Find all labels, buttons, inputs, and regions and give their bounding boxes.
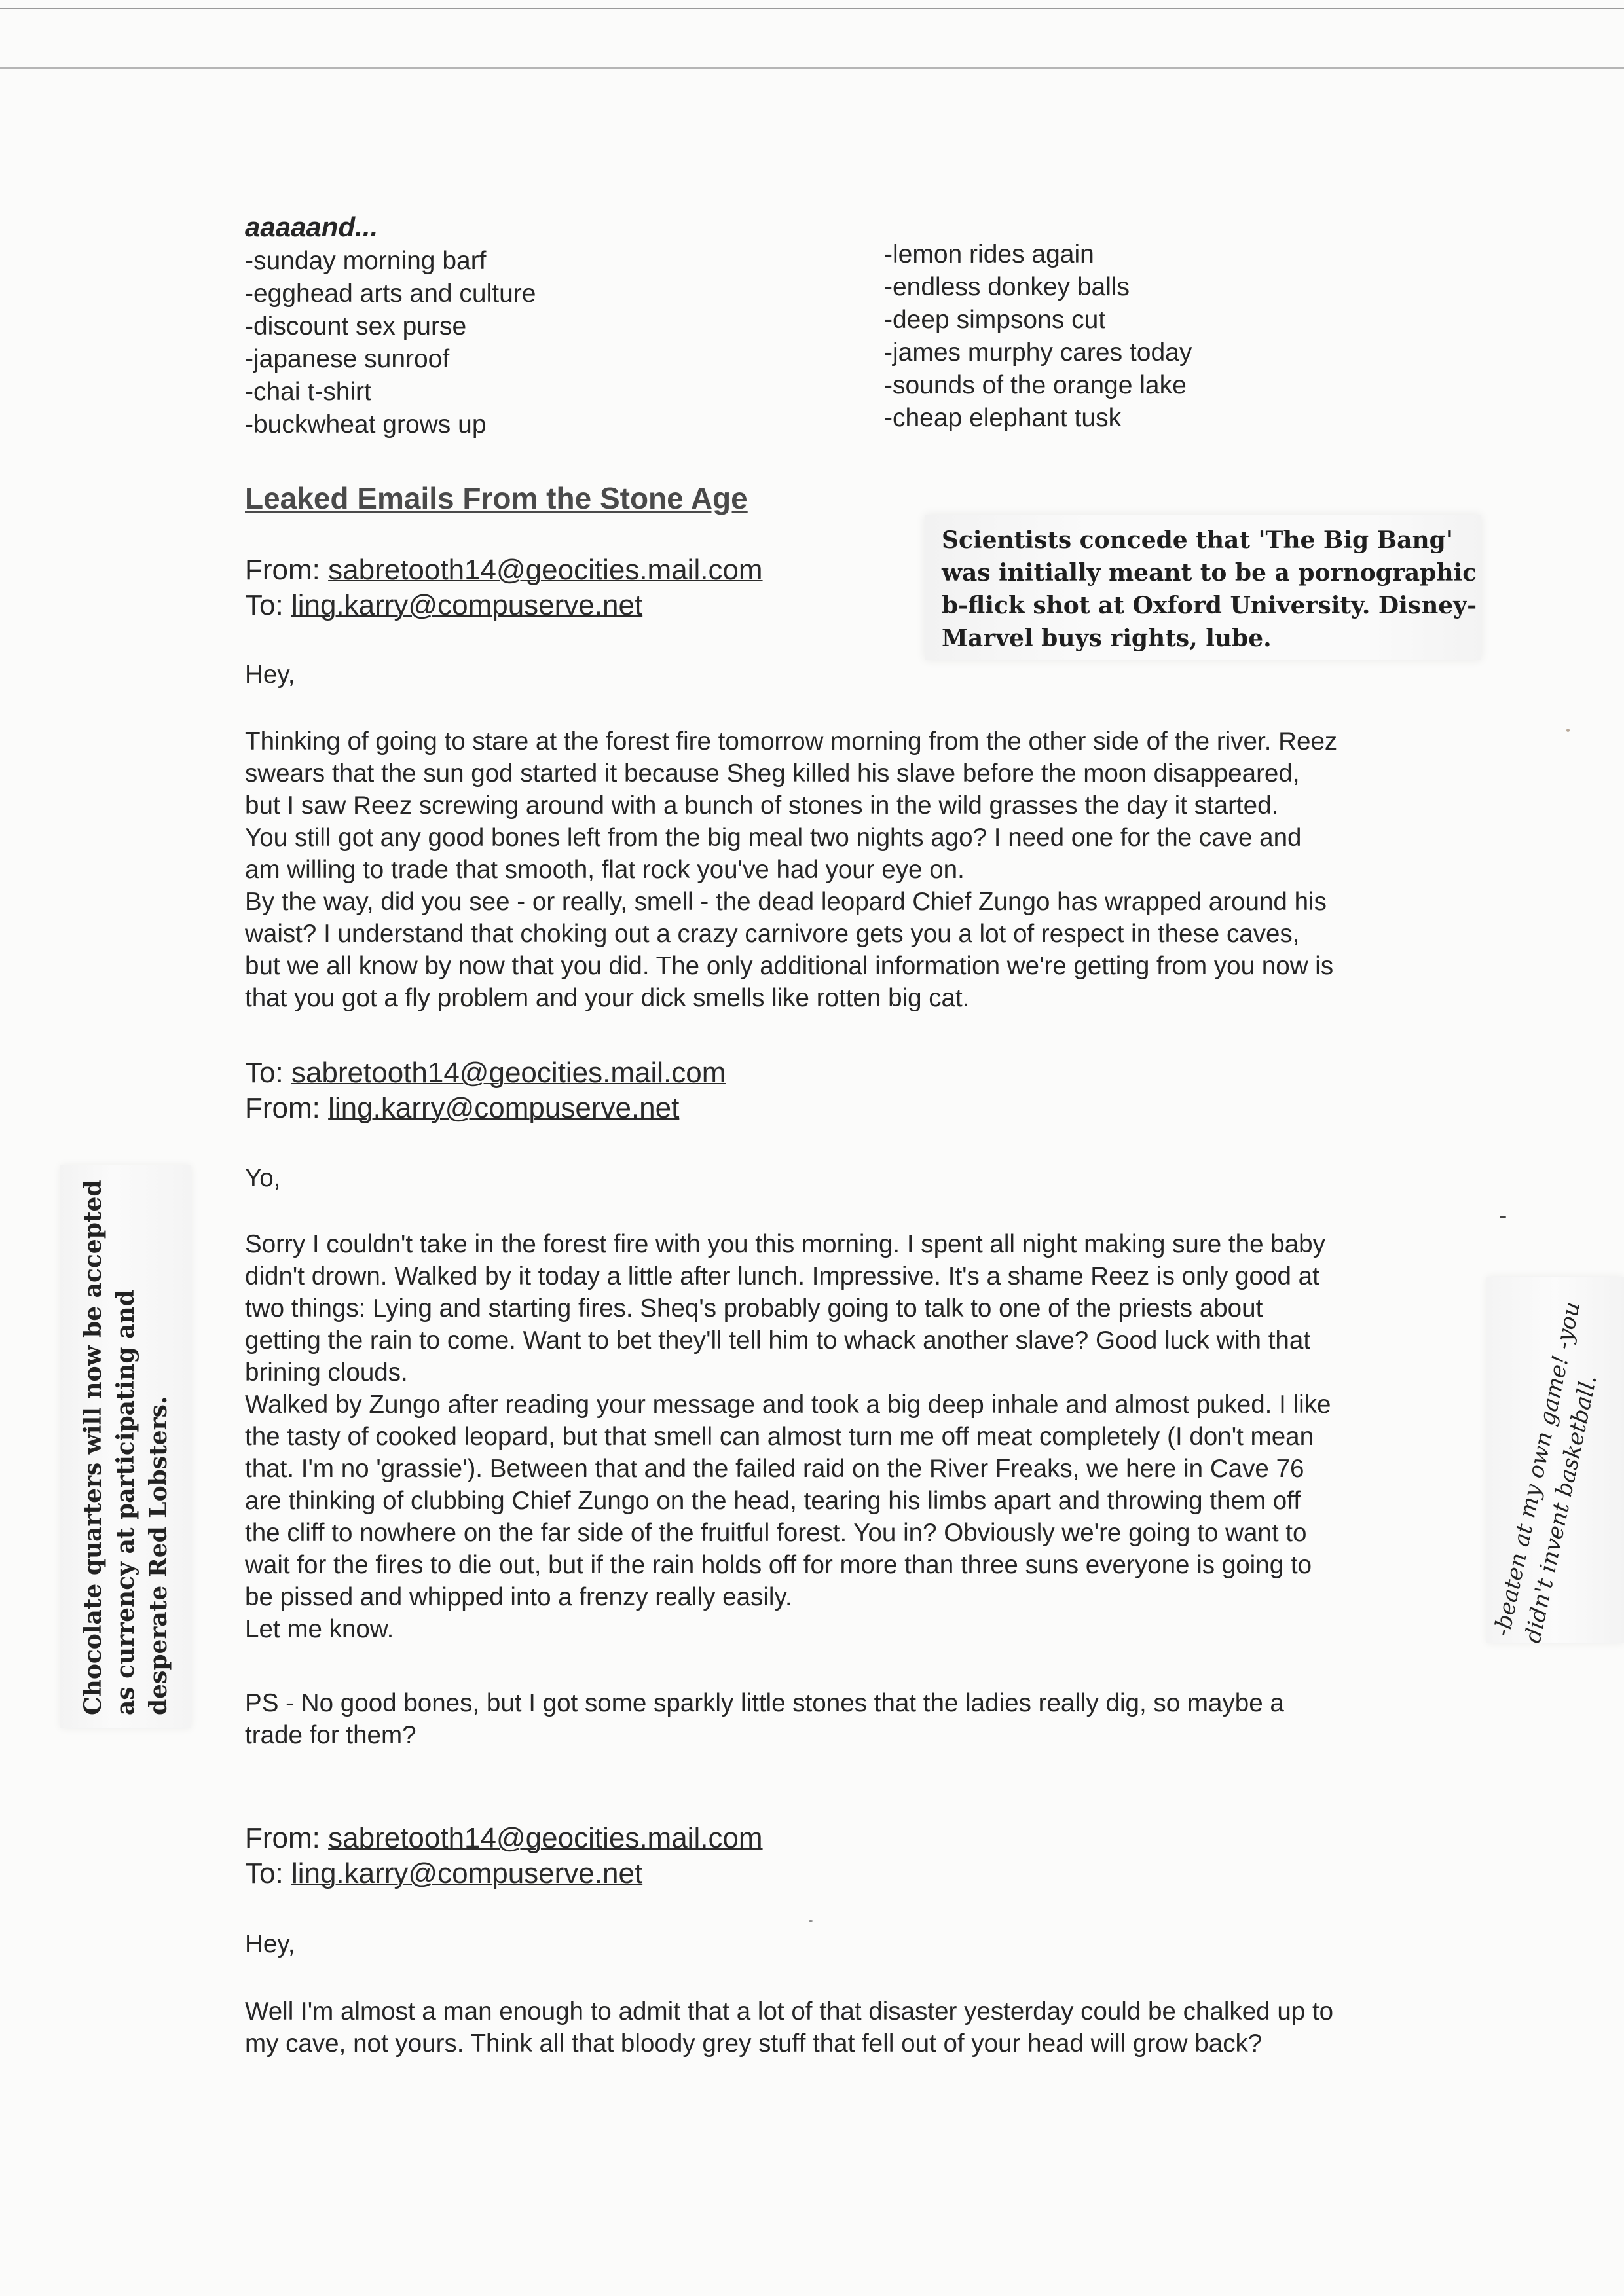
email2-greeting: Yo,: [245, 1164, 281, 1192]
email1-greeting: Hey,: [245, 661, 295, 689]
list-item: -endless donkey balls: [884, 273, 1130, 301]
scan-speck: [1566, 729, 1570, 732]
list-item: -chai t-shirt: [245, 378, 371, 406]
list-item: -cheap elephant tusk: [884, 404, 1122, 432]
list-item: -buckwheat grows up: [245, 410, 487, 439]
email3-body: Well I'm almost a man enough to admit that a lot of that disaster yesterday could be chalked up to my cave, not yours. Think all that bloody grey stuff that fell out of your head will grow back?: [245, 1997, 1334, 2058]
email1-from: [245, 552, 763, 589]
email-address-link[interactable]: ling.karry@compuserve.net: [291, 1857, 643, 1889]
list-item: -sunday morning barf: [245, 247, 487, 275]
chocolate-quarters-clipping: [60, 1165, 191, 1728]
email-address-link[interactable]: ling.karry@compuserve.net: [328, 1092, 680, 1124]
to-label: To:: [245, 1057, 284, 1089]
list-item: -discount sex purse: [245, 312, 467, 340]
list-heading: aaaaand...: [245, 211, 378, 242]
from-label: From:: [245, 554, 320, 586]
big-bang-clipping: [925, 515, 1481, 660]
list-item: -japanese sunroof: [245, 345, 450, 373]
list-item: -egghead arts and culture: [245, 280, 536, 308]
email2-body: Sorry I couldn't take in the forest fire with you this morning. I spent all night making sure the baby didn't drown. Walked by it today a little after lunch. Impressive. It's a shame Reez is only good at two things: Lying and starting fires. Sheq's probably going to talk to one of the priests about getting the rain to come. Want to bet they'll tell him to whack another slave? Good luck with that brining clouds. Walked by Zungo after reading your message and took a big deep inhale and almost puked. I like the tasty of cooked leopard, but that smell can almost turn me off meat completely (I don't mean that. I'm no 'grassie'). Between that and the failed raid on the River Freaks, we here in Cave 76 are thinking of clubbing Chief Zungo on the head, tearing his limbs apart and throwing them off the cliff to nowhere on the far side of the fruitful forest. You in? Obviously we're going to want to wait for the fires to die out, but if the rain holds off for more than three suns everyone is going to be pissed and whipped into a frenzy really easily. Let me know.: [245, 1230, 1331, 1643]
email3-from: [245, 1820, 763, 1857]
to-label: To:: [245, 589, 284, 621]
clipping-text: Scientists concede that 'The Big Bang' was initially meant to be a pornographic b-flick shot at Oxford University. Disney-Marvel buys rights, lube.: [942, 526, 1477, 652]
clipping-text: -beaten at my own game! -you didn't invent basketball.: [1488, 1299, 1602, 1646]
email2-from: [245, 1090, 679, 1127]
email2-to: [245, 1055, 726, 1091]
email1-to: [245, 587, 642, 624]
page-header-rule: [0, 67, 1624, 69]
article-title: Leaked Emails From the Stone Age: [245, 481, 748, 515]
to-label: To:: [245, 1857, 284, 1889]
email3-to: [245, 1855, 642, 1892]
right-list: [884, 238, 1192, 435]
email-address-link[interactable]: sabretooth14@geocities.mail.com: [291, 1057, 726, 1089]
scan-speck: [1500, 1216, 1506, 1218]
email-address-link[interactable]: sabretooth14@geocities.mail.com: [328, 554, 763, 586]
list-item: -james murphy cares today: [884, 338, 1192, 367]
from-label: From:: [245, 1092, 320, 1124]
basketball-clipping: [1486, 1277, 1624, 1646]
list-item: -deep simpsons cut: [884, 306, 1106, 334]
scan-top-edge: [0, 8, 1624, 9]
email1-body: Thinking of going to stare at the forest fire tomorrow morning from the other side of the river. Reez swears that the sun god started it because Sheg killed his slave before the moon disappeared, but I saw Reez screwing around with a bunch of stones in the wild grasses the day it started. You still got any good bones left from the big meal two nights ago? I need one for the cave and am willing to trade that smooth, flat rock you've had your eye on. By the way, did you see - or really, smell - the dead leopard Chief Zungo has wrapped around his waist? I understand that choking out a crazy carnivore gets you a lot of respect in these caves, but we all know by now that you did. The only additional information we're getting from you now is that you got a fly problem and your dick smells like rotten big cat.: [245, 727, 1338, 1012]
email-address-link[interactable]: sabretooth14@geocities.mail.com: [328, 1822, 763, 1854]
from-label: From:: [245, 1822, 320, 1854]
list-item: -sounds of the orange lake: [884, 371, 1187, 399]
email2-ps: PS - No good bones, but I got some sparkly little stones that the ladies really dig, so maybe a trade for them?: [245, 1689, 1284, 1749]
scan-speck: [809, 1920, 813, 1922]
list-item: -lemon rides again: [884, 240, 1094, 268]
email3-greeting: Hey,: [245, 1930, 295, 1958]
left-list: [245, 245, 536, 441]
email-address-link[interactable]: ling.karry@compuserve.net: [291, 589, 643, 621]
clipping-text: Chocolate quarters will now be accepted as currency at participating and desperate Red Lobsters.: [79, 1180, 172, 1715]
